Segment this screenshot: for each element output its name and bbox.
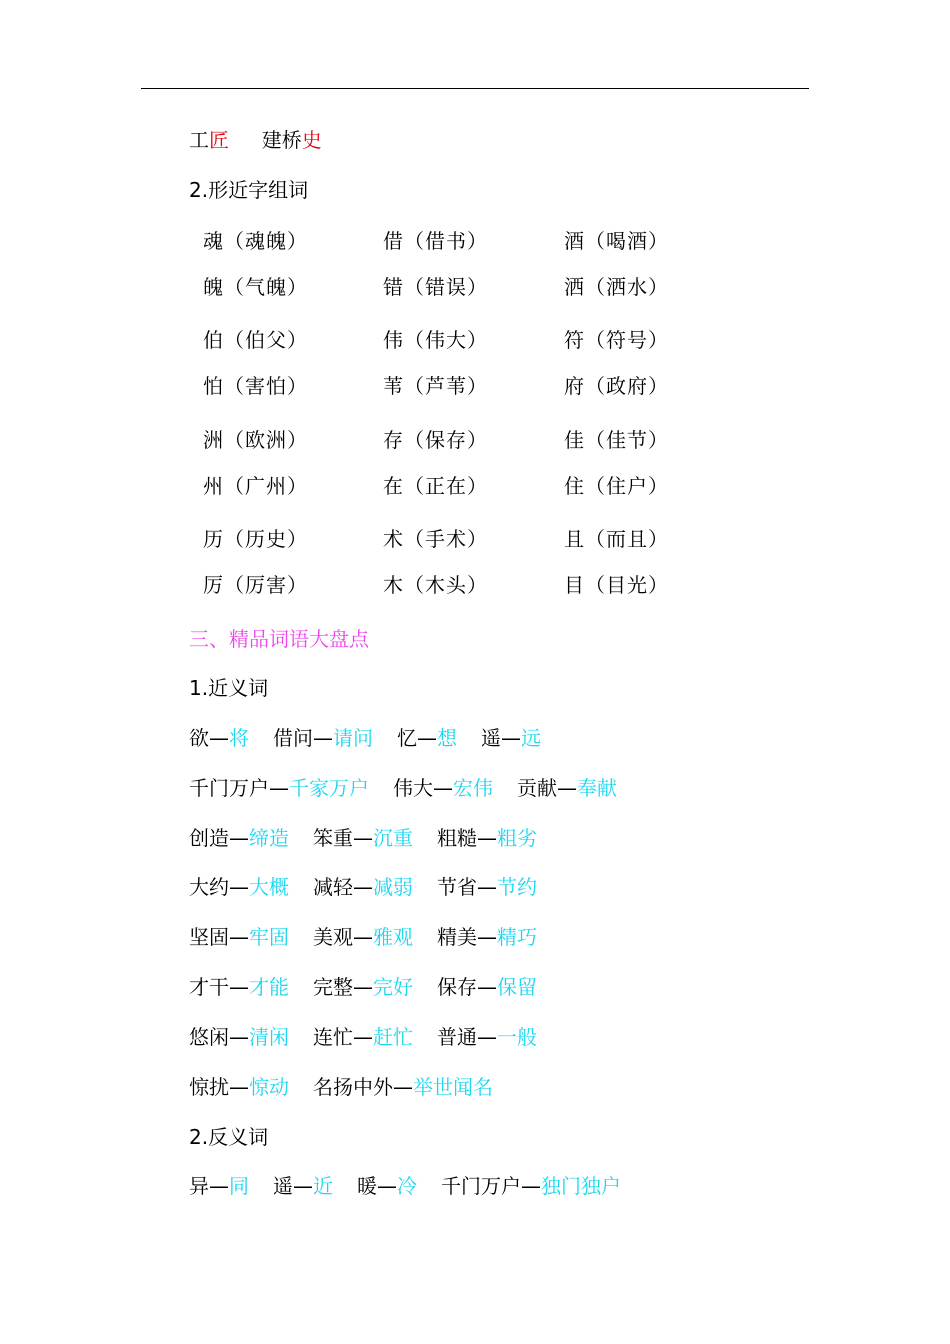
word-pair-term: 保存— [437,975,497,999]
word-pair-answer: 千家万户 [289,775,369,800]
word-pair-answer: 节约 [497,875,537,900]
word-pair-answer: 独门独户 [541,1174,621,1198]
word-jiang: 匠 [209,128,229,152]
word-pair-term: 悠闲— [189,1024,249,1049]
word-pair-answer: 清闲 [249,1024,289,1049]
word-pair-answer: 粗劣 [497,825,537,850]
word-pair-term: 美观— [313,925,373,950]
word-pair-term: 创造— [189,825,249,850]
word-pair-answer: 举世闻名 [413,1074,493,1099]
word-pair-line [189,974,537,1000]
word-pair-answer: 宏伟 [453,775,493,800]
header-rule [141,88,809,89]
word-pair-answer: 大概 [249,875,289,900]
word-pair-answer: 精巧 [497,925,537,950]
word-pair-answer: 请问 [333,726,373,750]
word-shi: 史 [301,128,322,152]
word-pair-line [189,924,537,950]
word-pair-answer: 惊动 [249,1074,289,1099]
xingjin-cell: 苇（芦苇） [383,374,488,398]
xingjin-cell: 魄（气魄） [203,275,308,299]
word-pair-answer: 沉重 [373,825,413,850]
word-gong: 工 [189,128,209,152]
word-pair-term: 普通— [437,1024,497,1049]
xingjin-cell: 历（历史） [203,527,308,551]
word-pair-answer: 将 [229,726,249,750]
xingjin-cell: 洒（洒水） [564,275,669,299]
word-pair-answer: 同 [229,1174,249,1198]
word-pair-term: 完整— [313,975,373,999]
word-pair-line [189,874,537,900]
word-pair-answer: 近 [313,1174,333,1198]
xingjin-cell: 魂（魂魄） [203,229,308,253]
word-pair-answer: 完好 [373,975,413,999]
xingjin-cell: 伟（伟大） [383,328,488,352]
subsection-title-fanyi: 2.反义词 [189,1125,269,1149]
word-pair-term: 异— [189,1174,229,1198]
word-pair-line [189,1024,537,1050]
section-title-jingpin: 三、精品词语大盘点 [189,627,369,651]
xingjin-cell: 府（政府） [564,374,669,398]
word-pair-answer: 减弱 [373,875,413,900]
xingjin-cell: 州（广州） [203,474,308,498]
word-pair-line [189,725,541,751]
xingjin-cell: 错（错误） [383,275,488,299]
word-pair-term: 千门万户— [441,1174,541,1198]
word-pair-term: 大约— [189,875,249,900]
xingjin-cell: 伯（伯父） [203,328,308,352]
word-pair-term: 粗糙— [437,825,497,850]
word-jianqiao: 建桥 [261,128,302,152]
word-pair-term: 遥— [481,726,521,750]
xingjin-cell: 洲（欧洲） [203,428,308,452]
word-pair-answer: 雅观 [373,925,413,950]
word-pair-term: 惊扰— [189,1074,249,1099]
xingjin-cell: 住（住户） [564,474,669,498]
word-pair-term: 千门万户— [189,775,289,800]
word-pair-term: 才干— [189,975,249,999]
word-pair-answer: 想 [437,726,457,750]
word-pair-answer: 保留 [497,975,537,999]
word-pair-answer: 奉献 [577,775,617,800]
word-pair-answer: 冷 [397,1174,417,1198]
word-pair-term: 忆— [397,726,437,750]
word-pair-term: 坚固— [189,925,249,950]
word-pair-term: 减轻— [313,875,373,900]
word-pair-term: 暖— [357,1174,397,1198]
word-pair-term: 名扬中外— [313,1074,413,1099]
xingjin-cell: 目（目光） [564,573,669,597]
word-pair-answer: 牢固 [249,925,289,950]
xingjin-cell: 存（保存） [383,428,488,452]
word-pair-answer: 赶忙 [373,1024,413,1049]
word-pair-answer: 远 [521,726,541,750]
word-pair-line [189,775,617,801]
xingjin-cell: 佳（佳节） [564,428,669,452]
word-pair-term: 贡献— [517,775,577,800]
word-pair-answer: 缔造 [249,825,289,850]
word-pair-term: 连忙— [313,1024,373,1049]
word-pair-line [189,1074,493,1100]
word-pair-term: 借问— [273,726,333,750]
xingjin-cell: 借（借书） [383,229,488,253]
section-title-xingjin: 2.形近字组词 [189,178,309,202]
xingjin-cell: 术（手术） [383,527,488,551]
word-pair-term: 精美— [437,925,497,950]
word-pair-answer: 才能 [249,975,289,999]
word-pair-term: 笨重— [313,825,373,850]
word-pair-term: 伟大— [393,775,453,800]
subsection-title-jinyi: 1.近义词 [189,676,269,700]
xingjin-cell: 木（木头） [383,573,488,597]
word-pair-line [189,1173,621,1199]
header-words [189,127,322,153]
word-pair-term: 遥— [273,1174,313,1198]
xingjin-cell: 酒（喝酒） [564,229,669,253]
xingjin-cell: 且（而且） [564,527,669,551]
xingjin-cell: 怕（害怕） [203,374,308,398]
word-pair-answer: 一般 [497,1024,537,1049]
word-pair-term: 欲— [189,726,229,750]
xingjin-cell: 符（符号） [564,328,669,352]
word-pair-line [189,825,537,851]
xingjin-cell: 厉（厉害） [203,573,308,597]
xingjin-cell: 在（正在） [383,474,488,498]
word-pair-term: 节省— [437,875,497,900]
